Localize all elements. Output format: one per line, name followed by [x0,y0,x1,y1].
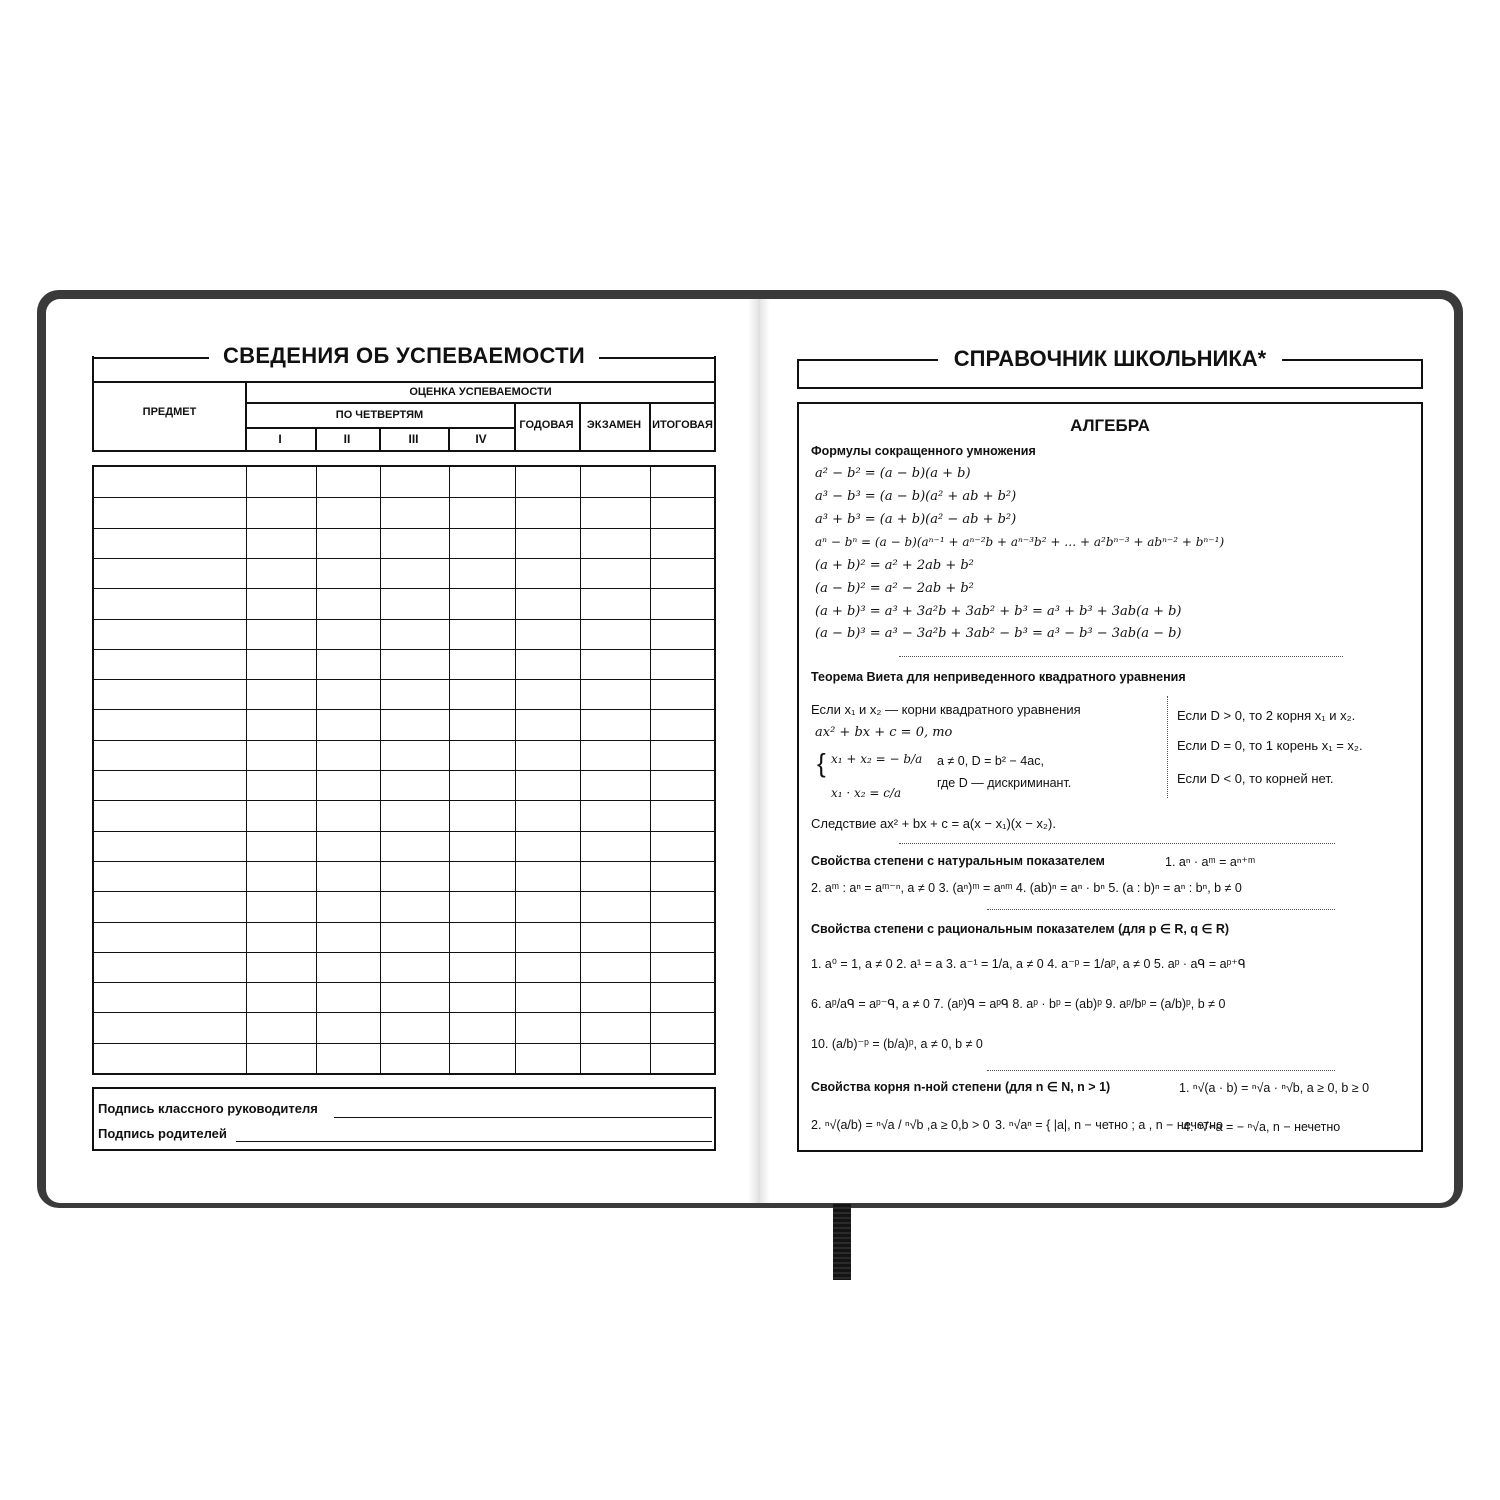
grid-row-line [94,891,714,892]
header-q4: IV [475,432,487,446]
grid-row-line [94,709,714,710]
algebra-reference [797,402,1423,1152]
formula: a³ + b³ = (a + b)(a² − ab + b²) [815,512,1017,527]
parents-signature-line[interactable] [236,1141,712,1142]
vieta-sum: x₁ + x₂ = − b/a [831,752,923,766]
vieta-corollary: Следствие ax² + bx + c = a(x − x₁)(x − x₂). [811,816,1056,831]
grid-row-line [94,800,714,801]
vieta-equation: ax² + bx + c = 0, то [815,725,953,740]
grid-row-line [94,588,714,589]
grades-title: СВЕДЕНИЯ ОБ УСПЕВАЕМОСТИ [209,343,599,368]
grid-row-line [94,982,714,983]
header-q1: I [278,432,282,446]
root-title: Свойства корня n-ной степени (для n ∈ N, n > 1) [811,1080,1111,1094]
reference-title: СПРАВОЧНИК ШКОЛЬНИКА* [938,346,1282,371]
grid-row-line [94,497,714,498]
grid-row-line [94,740,714,741]
grid-row-line [94,679,714,680]
grid-row-line [94,558,714,559]
vieta-text: Если x₁ и x₂ — корни квадратного уравнения [811,702,1081,717]
vieta-condition: a ≠ 0, D = b² − 4ac, [937,754,1044,768]
teacher-signature-line[interactable] [334,1117,712,1118]
vieta-discriminant: где D — дискриминант. [937,776,1072,790]
root-property-3: 3. ⁿ√aⁿ = { |a|, n − четно ; a , n − нечетно [995,1118,1223,1132]
natural-property-1: 1. aⁿ · aᵐ = aⁿ⁺ᵐ [1165,855,1256,869]
teacher-signature-label: Подпись классного руководителя [98,1101,318,1116]
grid-row-line [94,831,714,832]
formula: (a + b)² = a² + 2ab + b² [815,558,974,573]
formula: (a − b)² = a² − 2ab + b² [815,581,974,596]
header-quarters: ПО ЧЕТВЕРТЯМ [335,409,424,421]
grades-grid[interactable] [92,465,716,1075]
grid-row-line [94,922,714,923]
rational-line-3: 10. (a/b)⁻ᵖ = (b/a)ᵖ, a ≠ 0, b ≠ 0 [811,1037,983,1051]
root-property-1: 1. ⁿ√(a · b) = ⁿ√a · ⁿ√b, a ≥ 0, b ≥ 0 [1179,1081,1370,1095]
header-exam: ЭКЗАМЕН [586,419,642,431]
root-property-2: 2. ⁿ√(a/b) = ⁿ√a / ⁿ√b ,a ≥ 0,b > 0 [811,1118,990,1132]
formula: aⁿ − bⁿ = (a − b)(aⁿ⁻¹ + aⁿ⁻²b + aⁿ⁻³b² + … + a²bⁿ⁻³ + abⁿ⁻² + bⁿ⁻¹) [815,535,1225,549]
parents-signature-label: Подпись родителей [98,1126,227,1141]
rational-line-2: 6. aᵖ/aᑫ = aᵖ⁻ᑫ, a ≠ 0 7. (aᵖ)ᑫ = aᵖᑫ 8. aᵖ · bᵖ = (ab)ᵖ 9. aᵖ/bᵖ = (a/b)ᵖ, b ≠ 0 [811,997,1226,1011]
formula: a² − b² = (a − b)(a + b) [815,466,971,481]
rational-line-1: 1. a⁰ = 1, a ≠ 0 2. a¹ = a 3. a⁻¹ = 1/a, a ≠ 0 4. a⁻ᵖ = 1/aᵖ, a ≠ 0 5. aᵖ · aᑫ = aᵖ⁺ᑫ [811,957,1246,971]
roots-case-2: Если D = 0, то 1 корень x₁ = x₂. [1177,738,1363,753]
formula: (a − b)³ = a³ − 3a²b + 3ab² − b³ = a³ − b³ − 3ab(a − b) [815,626,1182,641]
vieta-product: x₁ · x₂ = c/a [831,786,902,800]
page-gutter [748,299,770,1203]
header-grades: ОЦЕНКА УСПЕВАЕМОСТИ [409,386,552,398]
grid-row-line [94,1012,714,1013]
brace-icon: { [817,748,826,778]
rational-title: Свойства степени с рациональным показателем (для p ∈ R, q ∈ R) [811,922,1230,936]
roots-case-3: Если D < 0, то корней нет. [1177,771,1334,786]
formula: a³ − b³ = (a − b)(a² + ab + b²) [815,489,1017,504]
header-annual: ГОДОВАЯ [519,419,574,431]
header-final: ИТОГОВАЯ [652,419,713,431]
natural-properties: 2. aᵐ : aⁿ = aᵐ⁻ⁿ, a ≠ 0 3. (aⁿ)ᵐ = aⁿᵐ 4. (ab)ⁿ = aⁿ · bⁿ 5. (a : b)ⁿ = aⁿ : bⁿ, b ≠ 0 [811,881,1242,895]
root-property-4: 4. ⁿ√−a = − ⁿ√a, n − нечетно [1183,1120,1341,1134]
grid-row-line [94,861,714,862]
header-subject: ПРЕДМЕТ [142,406,197,418]
vieta-title: Теорема Виета для неприведенного квадратного уравнения [811,670,1186,684]
grid-row-line [94,528,714,529]
section-heading: АЛГЕБРА [1070,416,1150,435]
abbreviated-title: Формулы сокращенного умножения [811,444,1036,458]
grid-row-line [94,619,714,620]
grid-row-line [94,1043,714,1044]
grid-row-line [94,649,714,650]
grid-row-line [94,952,714,953]
header-q3: III [408,432,419,446]
reference-title-block [797,343,1423,389]
bookmark-ribbon [833,1204,851,1280]
grades-table-header [92,356,716,452]
header-q2: II [343,432,351,446]
signatures-box [92,1087,716,1151]
formula: (a + b)³ = a³ + 3a²b + 3ab² + b³ = a³ + b³ + 3ab(a + b) [815,604,1182,619]
natural-title: Свойства степени с натуральным показателем [811,854,1105,868]
roots-case-1: Если D > 0, то 2 корня x₁ и x₂. [1177,708,1356,723]
grid-row-line [94,770,714,771]
